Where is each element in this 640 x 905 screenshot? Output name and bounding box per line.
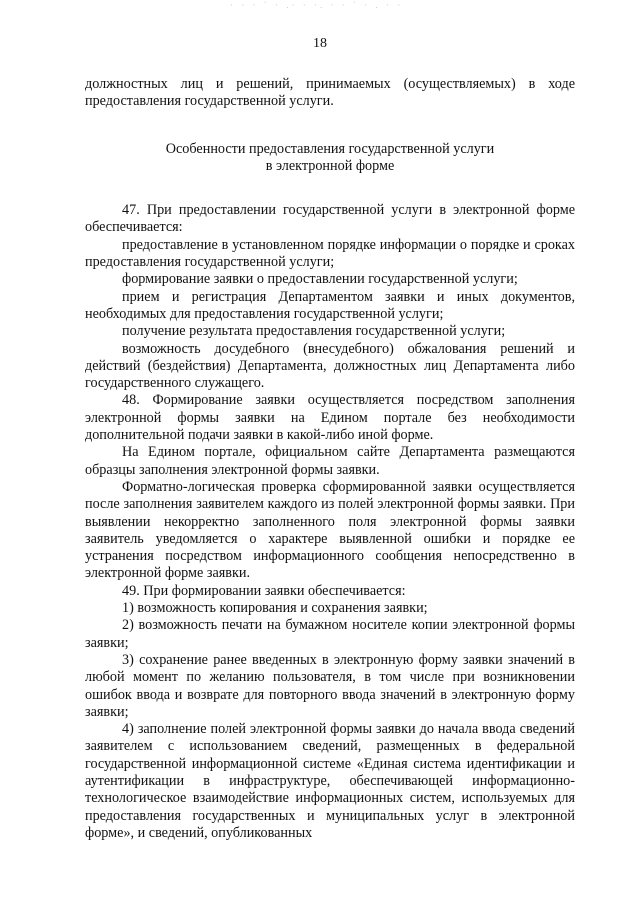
paragraph-49: 49. При формировании заявки обеспечивается: [122,582,406,599]
intro-paragraph: должностных лиц и решений, принимаемых (осуществляемых) в ходе предоставления государственной услуги. [85,76,575,110]
section-heading-line-2: в электронной форме [265,157,395,174]
list-item: возможность досудебного (внесудебного) обжалования решений и действий (бездействия) Департамента, должностных лиц Департамента либо государственного служащего. [85,340,575,392]
list-item: 1) возможность копирования и сохранения заявки; [122,600,428,617]
list-item: 3) сохранение ранее введенных в электронную форму заявки значений в любой момент по желанию пользователя, в том числе при возникновении ошибок ввода и возврате для повторного ввода значений в электронную форму заявки; [85,651,575,720]
page-number: 18 [313,36,327,51]
scan-artifact: · · · ` · .· · ·. · · ´ · . · · [230,0,404,10]
paragraph: На Едином портале, официальном сайте Департамента размещаются образцы заполнения электронной формы заявки. [85,444,575,478]
list-item: 2) возможность печати на бумажном носителе копии электронной формы заявки; [85,617,575,651]
list-item: получение результата предоставления государственной услуги; [122,323,506,340]
list-item: предоставление в установленном порядке информации о порядке и сроках предоставления государственной услуги; [85,236,575,271]
paragraph: Форматно-логическая проверка сформированной заявки осуществляется после заполнения заявителем каждого из полей электронной формы заявки. При выявлении некорректно заполненного поля электронной формы заявки заявитель уведомляется о характере выявленной ошибки и порядке ее устранения посредством информационного сообщения непосредственно в электронной форме заявки. [85,478,575,582]
paragraph-47: 47. При предоставлении государственной услуги в электронной форме обеспечивается: [85,202,575,236]
list-item: прием и регистрация Департаментом заявки и иных документов, необходимых для предоставления государственной услуги; [85,288,575,322]
list-item: формирование заявки о предоставлении государственной услуги; [122,271,518,288]
section-heading [85,141,575,176]
section-heading-line-1: Особенности предоставления государственной услуги [165,140,495,157]
list-item: 4) заполнение полей электронной формы заявки до начала ввода сведений заявителем с использованием сведений, размещенных в федеральной государственной информационной системе «Единая система идентификации и аутентификации в инфраструктуре, обеспечивающей информационно-технологическое взаимодействие информационных систем, используемых для предоставления государственных и муниципальных услуг в электронной форме», и сведений, опубликованных [85,721,575,841]
paragraph-48: 48. Формирование заявки осуществляется посредством заполнения электронной формы заявки на Едином портале без необходимости дополнительной подачи заявки в какой-либо иной форме. [85,392,575,444]
document-body [85,76,575,842]
